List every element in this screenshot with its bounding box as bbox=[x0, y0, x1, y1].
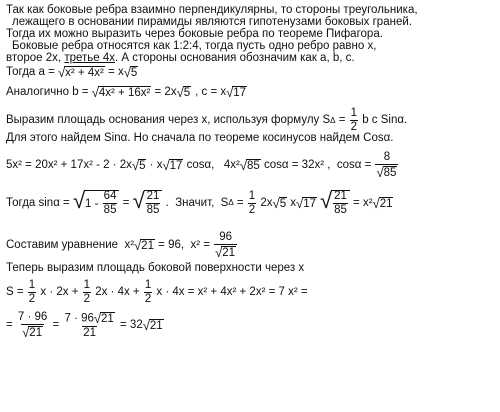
formula-text: Тогда sinα = bbox=[6, 196, 73, 209]
sqrt-expression: √ 21 bbox=[142, 318, 163, 333]
formula-area-line: Выразим площадь основания через x, используя формулу S Δ = $\frac{1}{2}$ b c Sinα. bbox=[6, 107, 408, 133]
sqrt-expression: √ 5 bbox=[123, 65, 138, 80]
formula-text: = 96, x² = bbox=[154, 239, 214, 251]
formula-text: . Значит, S bbox=[162, 196, 229, 209]
fraction: $\frac{21}{85}$ bbox=[146, 190, 160, 216]
paragraph-line-5 bbox=[6, 52, 355, 65]
formula-text: 2x bbox=[257, 196, 273, 209]
fraction: $\frac{1}{2}$ bbox=[83, 279, 91, 305]
paragraph-line-13: Теперь выразим площадь боковой поверхности через x bbox=[6, 262, 305, 274]
formula-text: , c = x bbox=[195, 86, 227, 98]
formula-text: = bbox=[335, 114, 349, 126]
sqrt-expression: √ $\frac{21}{85}$ bbox=[320, 190, 350, 216]
formula-lateral-area bbox=[6, 280, 308, 305]
formula-text: x · 2x + bbox=[37, 286, 82, 298]
formula-text: b c Sinα. bbox=[359, 114, 408, 126]
formula-text: 5x² = 20x² + 17x² - 2 · 2x bbox=[6, 159, 132, 171]
fraction: $\frac{1}{2}$ bbox=[350, 107, 358, 133]
sqrt-expression: √ 17 bbox=[162, 158, 183, 173]
fraction: $\frac{21}{85}$ bbox=[334, 190, 347, 216]
formula-text: cosα, 4x² bbox=[183, 159, 240, 171]
formula-text: = 2x bbox=[154, 86, 177, 98]
sqrt-expression: √ 85 bbox=[376, 165, 397, 180]
sqrt-expression: √ 5 bbox=[131, 158, 146, 173]
sqrt-expression: √ 17 bbox=[296, 195, 316, 211]
text-third-edge: третье 4x bbox=[64, 52, 115, 64]
formula-text: cosα = 32x² , cosα = bbox=[260, 159, 375, 171]
formula-text: = bbox=[119, 196, 133, 209]
formula-text: · x bbox=[146, 159, 163, 171]
sqrt-expression: √ 4x² + 16x² bbox=[91, 85, 151, 100]
sqrt-expression: √ 17 bbox=[226, 85, 247, 100]
fraction: 7 · 96 √ 21 21 bbox=[64, 311, 114, 339]
sqrt-expression: √ 85 bbox=[239, 158, 260, 173]
formula-text: = x bbox=[108, 66, 124, 78]
formula-text: = bbox=[233, 196, 247, 209]
formula-text: = 32 bbox=[116, 319, 143, 331]
formula-text: = bbox=[6, 319, 16, 331]
fraction: 96 √ 21 bbox=[215, 231, 236, 260]
formula-side-b-c bbox=[6, 86, 247, 99]
fraction: $\frac{64}{85}$ bbox=[103, 190, 117, 216]
sqrt-expression: √ 21 bbox=[215, 245, 236, 260]
formula-text: S = bbox=[6, 286, 27, 298]
sqrt-expression: √ 21 bbox=[93, 311, 114, 326]
fraction: 8 √ 85 bbox=[376, 151, 397, 180]
sqrt-expression: √ 21 bbox=[134, 238, 154, 253]
formula-sine-area: Тогда sinα = √ 1 - $\frac{64}{85}$ = √ $\frac{21}{85}$ . Значит, S Δ = $\frac{1}{2}$ 2x √ 5 x √ 17 √ $\frac{21}{85}$ = x² √ 21 bbox=[6, 188, 393, 216]
paragraph-line-3: Тогда их можно выразить через боковые ребра по теореме Пифагора. bbox=[6, 28, 383, 40]
paragraph-line-1: Так как боковые ребра взаимно перпендикулярны, то стороны треугольника, bbox=[6, 4, 418, 16]
sqrt-expression: √ 21 bbox=[22, 325, 43, 340]
formula-text: Составим уравнение x² bbox=[6, 239, 135, 251]
fraction: 7 · 96 √ 21 bbox=[17, 311, 48, 340]
formula-equation bbox=[6, 232, 238, 259]
sqrt-expression: √ 21 bbox=[372, 195, 393, 211]
formula-cosine bbox=[6, 152, 399, 179]
paragraph-line-2: лежащего в основании пирамиды являются гипотенузами боковых граней. bbox=[12, 16, 412, 28]
formula-text: 2x · 4x + bbox=[92, 286, 143, 298]
formula-text: = x² bbox=[349, 196, 373, 209]
paragraph-line-9: Для этого найдем Sinα. Но сначала по теореме косинусов найдем Cosα. bbox=[6, 132, 394, 144]
fraction: $\frac{1}{2}$ bbox=[248, 189, 256, 216]
sqrt-expression: √ x² + 4x² bbox=[58, 65, 104, 80]
fraction: $\frac{1}{2}$ bbox=[144, 279, 152, 305]
formula-side-a bbox=[6, 66, 138, 79]
formula-final bbox=[6, 312, 164, 339]
sqrt-expression: √ 5 bbox=[176, 85, 191, 100]
sqrt-expression: √ 1 - $\frac{64}{85}$ bbox=[73, 190, 120, 216]
sqrt-expression: √ 5 bbox=[272, 195, 287, 211]
text-second-edge: второе 2x, bbox=[6, 52, 62, 64]
fraction: $\frac{1}{2}$ bbox=[28, 279, 36, 305]
formula-text: Тогда a = bbox=[6, 66, 55, 78]
formula-text: x · 4x = x² + 4x² + 2x² = 7 x² = bbox=[153, 286, 308, 298]
formula-text: Аналогично b = bbox=[6, 86, 89, 98]
formula-text: = bbox=[49, 319, 63, 331]
paragraph-line-4: Боковые ребра относятся как 1:2:4, тогда пусть одно ребро равно x, bbox=[12, 40, 377, 52]
formula-text: x bbox=[287, 196, 297, 209]
formula-text: Выразим площадь основания через x, используя формулу S bbox=[6, 114, 331, 126]
text-sides-notation: . А стороны основания обозначим как a, b, c. bbox=[115, 52, 355, 64]
sqrt-expression: √ $\frac{21}{85}$ bbox=[133, 190, 163, 216]
